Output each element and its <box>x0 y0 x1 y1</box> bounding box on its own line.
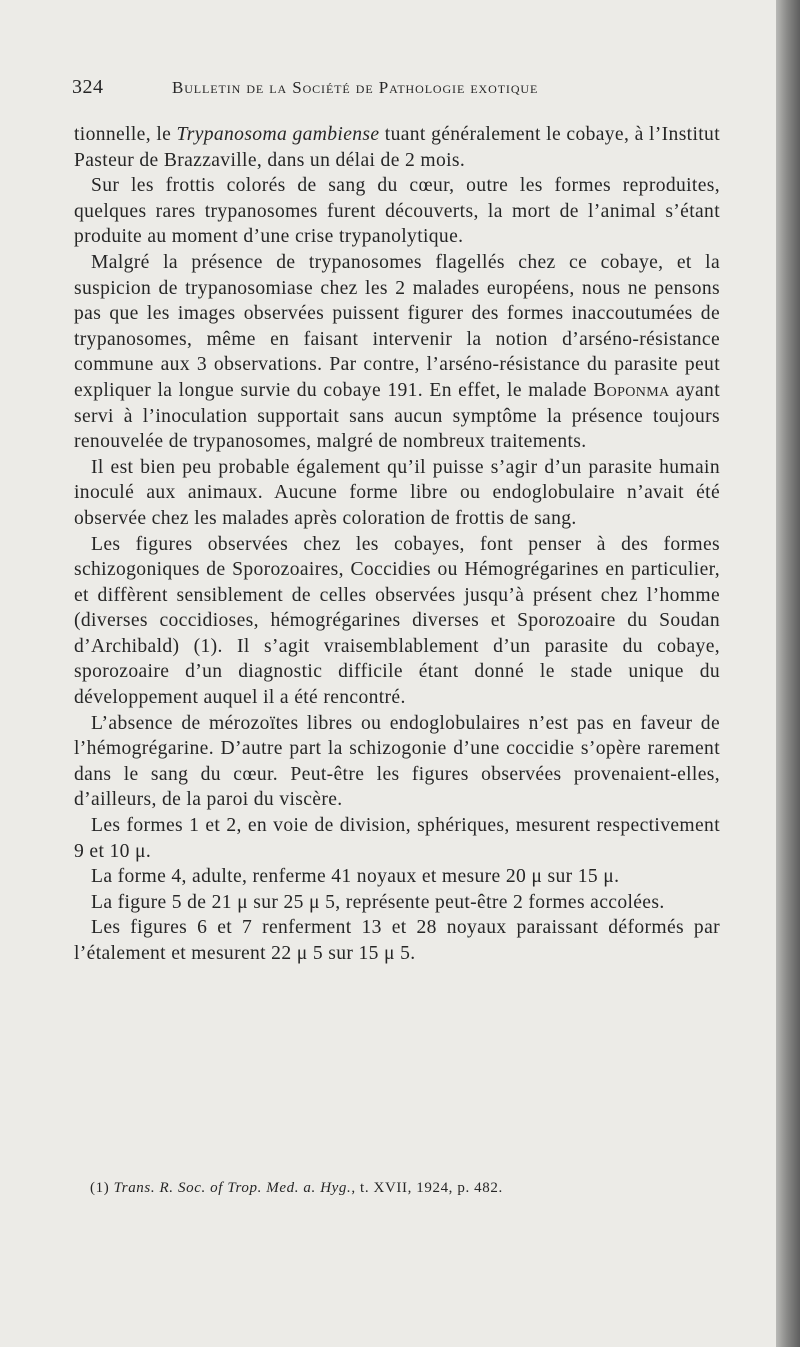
paragraph-3 <box>74 250 720 455</box>
paragraph-2: Sur les frottis colorés de sang du cœur, outre les formes reproduites, quelques rares trypanosomes furent découverts, la mort de l’animal s’étant produite au moment d’une crise trypanolytique. <box>74 175 720 248</box>
paragraph-9: La figure 5 de 21 μ sur 25 μ 5, représente peut-être 2 formes accolées. <box>91 891 665 913</box>
species-name: Trypanosoma gambiense <box>176 124 380 145</box>
running-head: Bulletin de la Société de Pathologie exotique <box>172 78 539 97</box>
paragraph-4: Il est bien peu probable également qu’il puisse s’agir d’un parasite humain inoculé aux animaux. Aucune forme libre ou endoglobulaire n’avait été observée chez les malades après coloration de frottis de sang. <box>74 456 720 529</box>
paragraph-8: La forme 4, adulte, renferme 41 noyaux et mesure 20 μ sur 15 μ. <box>91 866 620 888</box>
footnote <box>90 1180 503 1197</box>
paragraph-text: ayant servi à l’inoculation supportait sans aucun symptôme la présence toujours renouvelée de trypanosomes, malgré de nombreux traitements. <box>74 379 720 453</box>
footnote-reference: , t. XVII, 1924, p. 482. <box>351 1180 503 1196</box>
book-spine-edge <box>776 0 800 1347</box>
paragraph-text: Malgré la présence de trypanosomes flagellés chez ce cobaye, et la suspicion de trypanosomiase chez les 2 malades européens, nous ne pensons pas que les images observées puissent figurer des formes inaccoutumées de trypanosomes, même en faisant intervenir la notion d’arséno-résistance commune aux 3 observations. Par contre, l’arséno-résistance du parasite peut expliquer la longue survie du cobaye 191. En effet, le malade <box>74 251 720 401</box>
footnote-marker: (1) <box>90 1180 114 1196</box>
body-text <box>74 122 720 967</box>
page-header <box>72 76 732 102</box>
paragraph-7: Les formes 1 et 2, en voie de division, sphériques, mesurent respectivement 9 et 10 μ. <box>74 815 720 862</box>
footnote-source: Trans. R. Soc. of Trop. Med. a. Hyg. <box>113 1180 352 1196</box>
paragraph-text: tuant généralement le cobaye, à l’Institut Pasteur de Brazzaville, dans un délai de 2 mois. <box>74 124 720 171</box>
paragraph-1 <box>74 122 720 173</box>
paragraph-5: Les figures observées chez les cobayes, font penser à des formes schizogoniques de Sporozoaires, Coccidies ou Hémogrégarines en particulier, et diffèrent sensiblement de celles observées jusqu’à présent chez l’homme (diverses coccidioses, hémogrégarines diverses et Sporozoaire du Soudan d’Archibald) (1). Il s’agit vraisemblablement d’un parasite du cobaye, sporozoaire d’un diagnostic difficile étant donné le stade unique du développement auquel il a été rencontré. <box>74 533 720 709</box>
patient-name: Boponma <box>593 379 670 401</box>
page-number: 324 <box>72 76 104 98</box>
paragraph-text: tionnelle, le <box>74 124 177 145</box>
paragraph-10: Les figures 6 et 7 renferment 13 et 28 noyaux paraissant déformés par l’étalement et mesurent 22 μ 5 sur 15 μ 5. <box>74 917 720 964</box>
paragraph-6: L’absence de mérozoïtes libres ou endoglobulaires n’est pas en faveur de l’hémogrégarine. D’autre part la schizogonie d’une coccidie s’opère rarement dans le sang du cœur. Peut-être les figures observées provenaient-elles, d’ailleurs, de la paroi du viscère. <box>74 712 720 811</box>
